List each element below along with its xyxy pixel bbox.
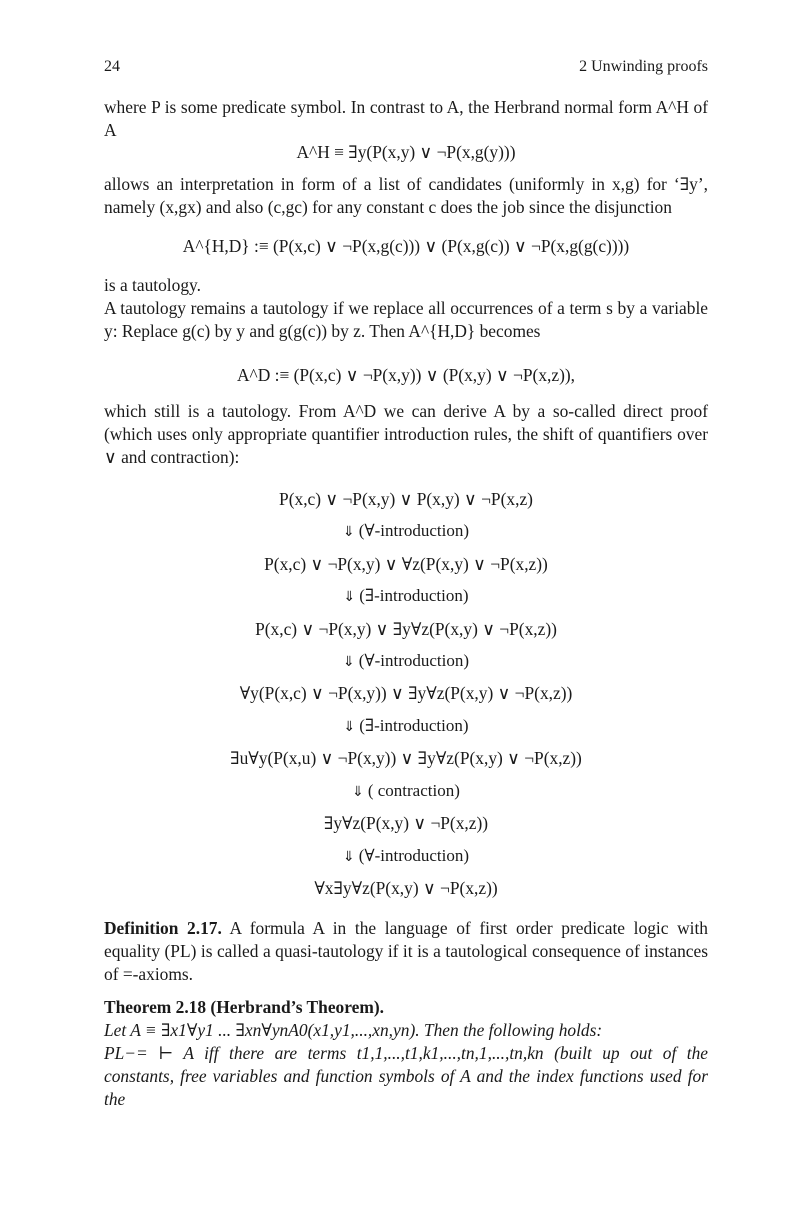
theorem-2-18 — [104, 996, 708, 1111]
paragraph-4: A tautology remains a tautology if we replace all occurrences of a term s by a variable y: Replace g(c) by y and g(g(c)) by z. Then A^{H,D} becomes — [104, 298, 708, 341]
derivation-rule-4 — [104, 715, 708, 738]
paragraph-3: is a tautology. — [104, 275, 201, 295]
equation-ad: A^D :≡ (P(x,c) ∨ ¬P(x,y)) ∨ (P(x,y) ∨ ¬P(x,z)), — [236, 365, 576, 385]
definition-label: Definition 2.17. — [104, 918, 222, 938]
theorem-line-2: PL−= ⊢ A iff there are terms t1,1,...,t1,k1,...,tn,1,...,tn,kn (built up out of the constants, free variables and function symbols of A and the index functions used for the — [104, 1043, 708, 1109]
derivation-rule-1 — [104, 520, 708, 543]
derivation-rule-3 — [104, 650, 708, 673]
theorem-line-1: Let A ≡ ∃x1∀y1 ... ∃xn∀ynA0(x1,y1,...,xn,yn). Then the following holds: — [104, 1020, 603, 1040]
rule-label: (∃-introduction) — [359, 716, 469, 735]
rule-label: (∀-introduction) — [358, 651, 470, 670]
double-down-arrow-icon: ⇓ — [342, 654, 355, 670]
theorem-label: Theorem 2.18 (Herbrand’s Theorem). — [104, 997, 384, 1017]
derivation-formula-2: P(x,c) ∨ ¬P(x,y) ∨ ∀z(P(x,y) ∨ ¬P(x,z)) — [264, 554, 548, 574]
running-header — [104, 58, 708, 80]
definition-2-17 — [104, 917, 708, 986]
rule-label: (∀-introduction) — [358, 846, 470, 865]
derivation-formula-7: ∀x∃y∀z(P(x,y) ∨ ¬P(x,z)) — [314, 878, 498, 898]
double-down-arrow-icon: ⇓ — [343, 589, 356, 605]
rule-label: ( contraction) — [367, 781, 460, 800]
double-down-arrow-icon: ⇓ — [342, 524, 355, 540]
derivation-formula-5: ∃u∀y(P(x,u) ∨ ¬P(x,y)) ∨ ∃y∀z(P(x,y) ∨ ¬P(x,z)) — [230, 748, 582, 768]
equation-herbrand-normal-form: A^H ≡ ∃y(P(x,y) ∨ ¬P(x,g(y))) — [296, 142, 516, 162]
rule-label: (∀-introduction) — [358, 521, 470, 540]
paragraph-5: which still is a tautology. From A^D we can derive A by a so-called direct proof (which uses only appropriate quantifier introduction rules, the shift of quantifiers over ∨ and contraction): — [104, 401, 708, 467]
double-down-arrow-icon: ⇓ — [352, 784, 364, 800]
derivation-formula-4: ∀y(P(x,c) ∨ ¬P(x,y)) ∨ ∃y∀z(P(x,y) ∨ ¬P(x,z)) — [239, 683, 573, 703]
paragraph-1: where P is some predicate symbol. In contrast to A, the Herbrand normal form A^H of A — [104, 97, 708, 140]
double-down-arrow-icon: ⇓ — [342, 849, 355, 865]
definition-text: A formula A in the language of first order predicate logic with equality (PL) is called a quasi-tautology if it is a tautological consequence of instances of =-axioms. — [104, 918, 708, 984]
derivation-rule-5 — [104, 780, 708, 803]
derivation-rule-6 — [104, 845, 708, 868]
equation-ahd: A^{H,D} :≡ (P(x,c) ∨ ¬P(x,g(c))) ∨ (P(x,g(c)) ∨ ¬P(x,g(g(c)))) — [182, 236, 630, 256]
derivation-formula-3: P(x,c) ∨ ¬P(x,y) ∨ ∃y∀z(P(x,y) ∨ ¬P(x,z)) — [255, 619, 557, 639]
derivation-formula-1: P(x,c) ∨ ¬P(x,y) ∨ P(x,y) ∨ ¬P(x,z) — [279, 489, 533, 509]
derivation-formula-6: ∃y∀z(P(x,y) ∨ ¬P(x,z)) — [323, 813, 489, 833]
rule-label: (∃-introduction) — [359, 586, 469, 605]
paragraph-2: allows an interpretation in form of a list of candidates (uniformly in x,g) for ‘∃y’, namely (x,gx) and also (c,gc) for any constant c does the job since the disjunction — [104, 174, 708, 217]
page-number: 24 — [104, 58, 120, 75]
derivation-rule-2 — [104, 585, 708, 608]
running-head: 2 Unwinding proofs — [579, 58, 708, 75]
double-down-arrow-icon: ⇓ — [343, 719, 356, 735]
